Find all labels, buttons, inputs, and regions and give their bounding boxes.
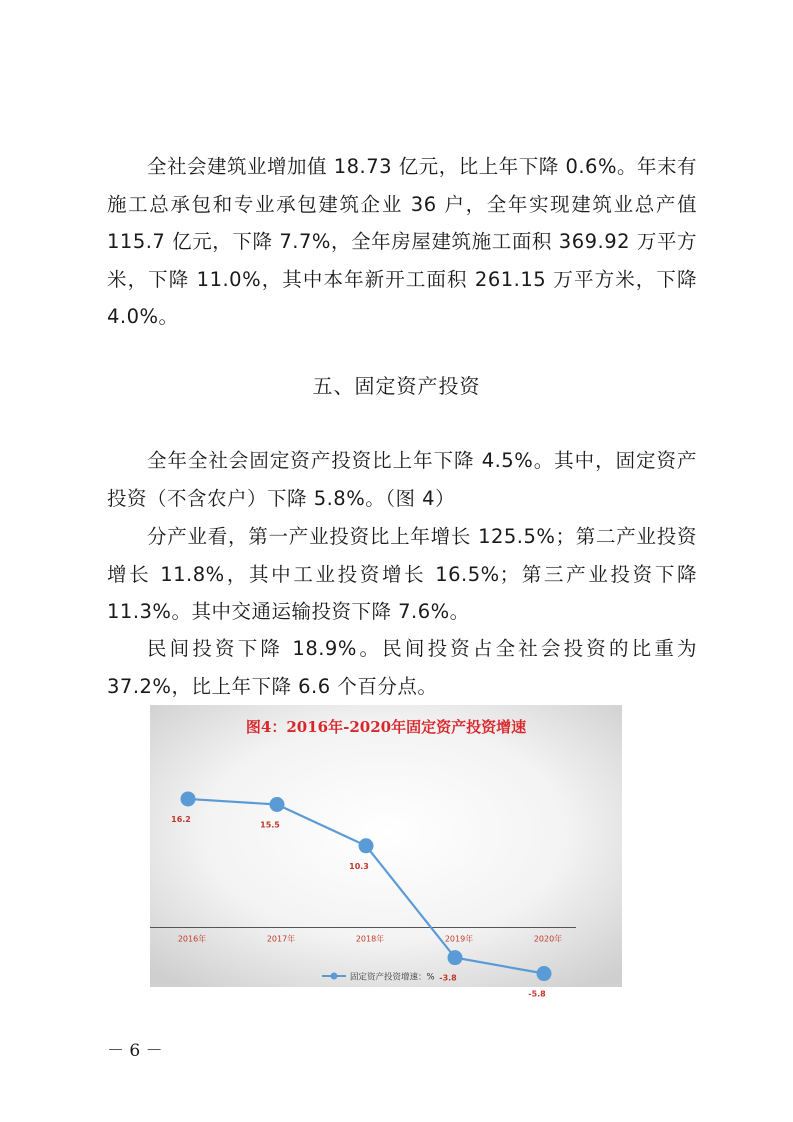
- data-label-2019年: -3.8: [439, 973, 457, 983]
- legend-label: 固定资产投资增速：%: [350, 972, 435, 983]
- legend-marker: [331, 973, 338, 980]
- x-tick-label-2017年: 2017年: [266, 934, 296, 944]
- data-point-2020年: [537, 966, 552, 981]
- x-tick-label-2016年: 2016年: [177, 934, 207, 944]
- data-label-2018年: 10.3: [349, 861, 369, 871]
- section-title: 五、固定资产投资: [312, 374, 481, 398]
- chart-title: 图4：2016年-2020年固定资产投资增速: [245, 718, 527, 736]
- paragraph-private-investment: 民间投资下降 18.9%。民间投资占全社会投资的比重为 37.2%，比上年下降 6.6 个百分点。: [107, 637, 697, 698]
- data-point-2019年: [448, 950, 463, 965]
- paragraph-investment: 全年全社会固定资产投资比上年下降 4.5%。其中，固定资产投资（不含农户）下降 5.8%。（图 4）: [107, 449, 697, 510]
- x-tick-label-2018年: 2018年: [355, 934, 385, 944]
- data-label-2020年: -5.8: [528, 989, 546, 999]
- page-number: － 6 －: [107, 1041, 163, 1061]
- x-tick-label-2020年: 2020年: [533, 934, 563, 944]
- x-tick-label-2019年: 2019年: [444, 934, 474, 944]
- data-point-2018年: [359, 838, 374, 853]
- data-label-2016年: 16.2: [171, 814, 191, 824]
- data-label-2017年: 15.5: [260, 820, 280, 830]
- chart-background: [150, 705, 622, 987]
- paragraph-industry: 分产业看，第一产业投资比上年增长 125.5%；第二产业投资增长 11.8%，其中工业投资增长 16.5%；第三产业投资下降 11.3%。其中交通运输投资下降 7.6%。: [107, 525, 697, 623]
- data-point-2016年: [181, 791, 196, 806]
- paragraph-construction: 全社会建筑业增加值 18.73 亿元，比上年下降 0.6%。年末有施工总承包和专业承包建筑企业 36 户，全年实现建筑业总产值 115.7 亿元，下降 7.7%，全年房屋建筑施工面积 369.92 万平方米，下降 11.0%，其中本年新开工面积 261.15 万平方米，下降 4.0%。: [107, 155, 697, 328]
- data-point-2017年: [270, 797, 285, 812]
- investment-growth-chart: [150, 705, 622, 999]
